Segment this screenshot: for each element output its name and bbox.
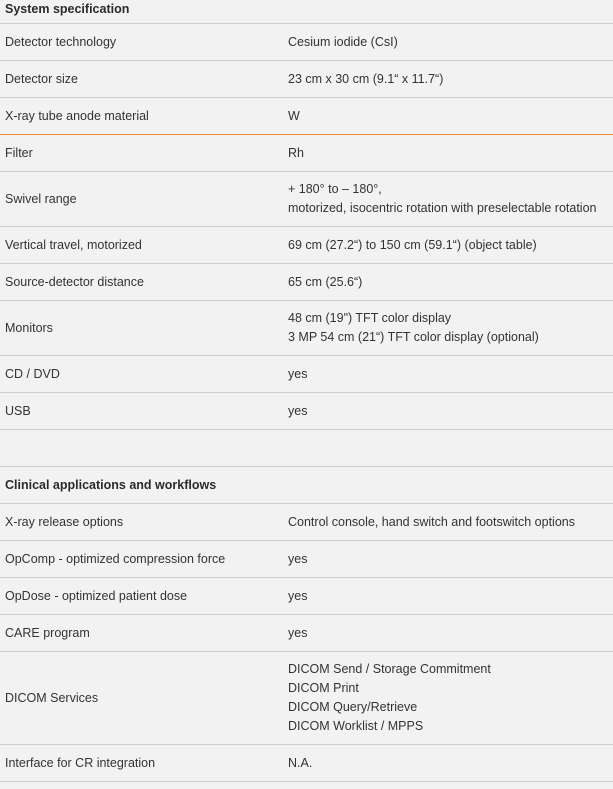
spec-row-detector-technology [0, 24, 613, 61]
spec-value-line: 69 cm (27.2“) to 150 cm (59.1“) (object table) [288, 237, 537, 252]
spec-value-line: Rh [288, 145, 304, 160]
spec-value-line: yes [288, 403, 308, 418]
section-title: Clinical applications and workflows [5, 477, 217, 492]
spec-row-vertical-travel [0, 227, 613, 264]
spec-label: Vertical travel, motorized [5, 237, 142, 252]
spec-value-line: 23 cm x 30 cm (9.1“ x 11.7“) [288, 71, 444, 86]
spec-value [288, 273, 613, 292]
spec-value-line: motorized, isocentric rotation with preselectable rotation [288, 201, 597, 215]
spec-label: USB [5, 403, 31, 418]
spec-value-line: W [288, 108, 300, 123]
spec-value [288, 33, 613, 52]
spec-value [288, 107, 613, 126]
spec-label: Interface for CR integration [5, 755, 156, 770]
spec-label: CD / DVD [5, 366, 60, 381]
spec-row-cd-dvd [0, 356, 613, 393]
spec-label: CARE program [5, 625, 90, 640]
spec-row-care-program [0, 615, 613, 652]
spec-label: OpComp - optimized compression force [5, 551, 226, 566]
spec-value [288, 754, 613, 773]
spec-row-dicom-services [0, 652, 613, 745]
spec-value-line: 48 cm (19") TFT color display [288, 311, 452, 325]
spec-value-line: + 180° to – 180°, [288, 182, 382, 196]
spec-row-filter [0, 135, 613, 172]
spec-value [288, 587, 613, 606]
spec-value [288, 550, 613, 569]
spec-value-line: yes [288, 366, 308, 381]
spec-value [288, 402, 613, 421]
spec-value-line: N.A. [288, 755, 313, 770]
spec-row-monitors [0, 301, 613, 356]
spec-label: X-ray tube anode material [5, 108, 149, 123]
spec-row-xray-release-options [0, 504, 613, 541]
spec-row-anode-material [0, 98, 613, 135]
spec-value [288, 70, 613, 89]
section-header-clinical-applications [0, 467, 613, 504]
spec-label: Monitors [5, 320, 53, 335]
spec-label: X-ray release options [5, 514, 124, 529]
spec-row-opcomp [0, 541, 613, 578]
spec-value [288, 236, 613, 255]
spec-label: Detector size [5, 71, 78, 86]
section-spacer [0, 430, 613, 467]
spec-value-line: 3 MP 54 cm (21“) TFT color display (optional) [288, 330, 539, 344]
spec-row-opdose [0, 578, 613, 615]
spec-value-line: yes [288, 551, 308, 566]
spec-value-line: DICOM Send / Storage Commitment [288, 662, 491, 676]
spec-value-line: Cesium iodide (CsI) [288, 34, 398, 49]
spec-value-line: DICOM Worklist / MPPS [288, 719, 424, 733]
spec-row-usb [0, 393, 613, 430]
spec-label: Source-detector distance [5, 274, 144, 289]
spec-value-line: DICOM Print [288, 681, 359, 695]
spec-value [288, 365, 613, 384]
spec-value-line: Control console, hand switch and footswitch options [288, 514, 575, 529]
spec-label: DICOM Services [5, 690, 99, 705]
spec-label: Swivel range [5, 191, 77, 206]
spec-row-swivel-range [0, 172, 613, 227]
spec-label: OpDose - optimized patient dose [5, 588, 188, 603]
spec-value [288, 513, 613, 532]
spec-value-line: 65 cm (25.6“) [288, 274, 363, 289]
spec-row-cr-interface [0, 745, 613, 782]
spec-label: Filter [5, 145, 33, 160]
spec-row-source-detector-distance [0, 264, 613, 301]
spec-value [288, 144, 613, 163]
spec-value-line: yes [288, 588, 308, 603]
spec-value-line: yes [288, 625, 308, 640]
spec-value [288, 180, 613, 218]
spec-row-detector-size [0, 61, 613, 98]
spec-value-line: DICOM Query/Retrieve [288, 700, 418, 714]
spec-label: Detector technology [5, 34, 117, 49]
section-header-system-specification [0, 0, 613, 24]
spec-value [288, 660, 613, 736]
section-title: System specification [5, 2, 130, 16]
spec-value [288, 309, 613, 347]
spec-value [288, 624, 613, 643]
